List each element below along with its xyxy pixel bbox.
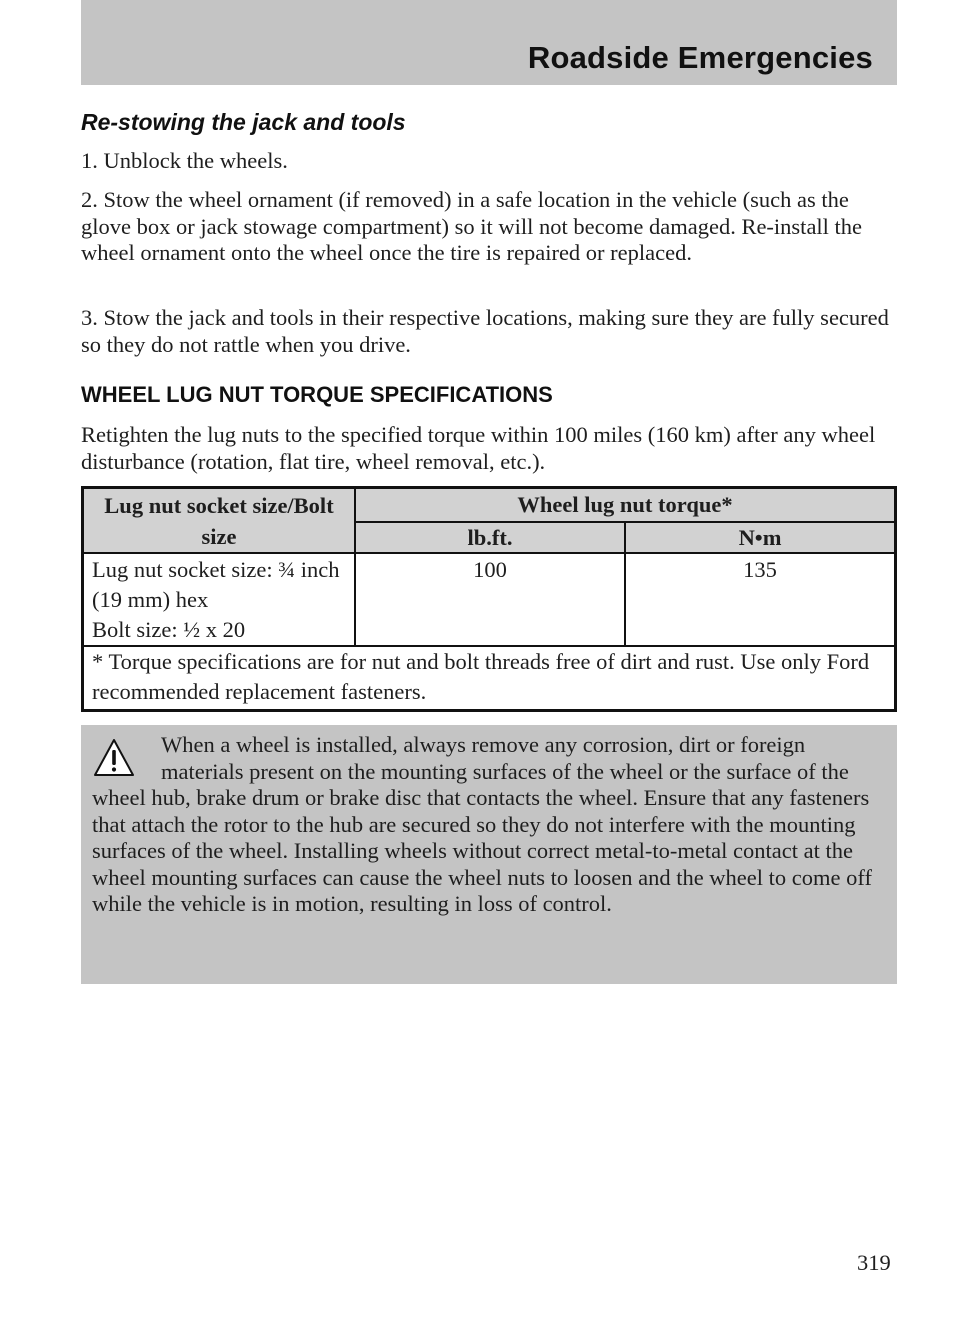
table-footnote: * Torque specifications are for nut and bolt threads free of dirt and rust. Use only Ford recommended replacement fasteners. (83, 646, 896, 711)
size-line-bolt: Bolt size: ½ x 20 (92, 617, 246, 642)
restow-step-3: 3. Stow the jack and tools in their respective locations, making sure they are fully secured so they do not rattle when you drive. (81, 305, 889, 357)
table-row (83, 553, 896, 646)
col-header-size: Lug nut socket size/Bolt size (83, 488, 356, 554)
warning-box (81, 725, 897, 984)
size-line-socket: Lug nut socket size: ¾ inch (19 mm) hex (92, 557, 340, 612)
restow-step-1: 1. Unblock the wheels. (81, 148, 288, 173)
page-title: Roadside Emergencies (527, 40, 873, 75)
restow-heading: Re-stowing the jack and tools (81, 109, 406, 135)
page-number: 319 (857, 1250, 891, 1275)
nm-value: 135 (625, 553, 896, 646)
size-cell (83, 553, 356, 646)
lbft-value: 100 (355, 553, 625, 646)
torque-heading: WHEEL LUG NUT TORQUE SPECIFICATIONS (81, 382, 553, 407)
warning-paragraph (92, 732, 892, 918)
col-header-lbft: lb.ft. (355, 522, 625, 553)
restow-step-2: 2. Stow the wheel ornament (if removed) in a safe location in the vehicle (such as the glove box or jack stowage compartment) so it will not become damaged. Re-install the wheel ornament onto the wheel once the tire is repaired or replaced. (81, 187, 863, 265)
header-bar (81, 0, 897, 85)
torque-table (81, 486, 897, 712)
col-header-nm: N•m (625, 522, 896, 553)
warning-text: When a wheel is installed, always remove any corrosion, dirt or foreign materials present on the mounting surfaces of the wheel or the surface of the wheel hub, brake drum or brake disc that contacts the wheel. Ensure that any fasteners that attach the rotor to the hub are secured so they do not interfere with the mounting surfaces of the wheel. Installing wheels without correct metal-to-metal contact at the wheel mounting surfaces can cause the wheel nuts to loosen and the wheel to come off while the vehicle is in motion, resulting in loss of control. (92, 732, 872, 916)
col-header-torque: Wheel lug nut torque* (355, 488, 896, 522)
torque-intro: Retighten the lug nuts to the specified torque within 100 miles (160 km) after any wheel disturbance (rotation, flat tire, wheel removal, etc.). (81, 422, 876, 474)
